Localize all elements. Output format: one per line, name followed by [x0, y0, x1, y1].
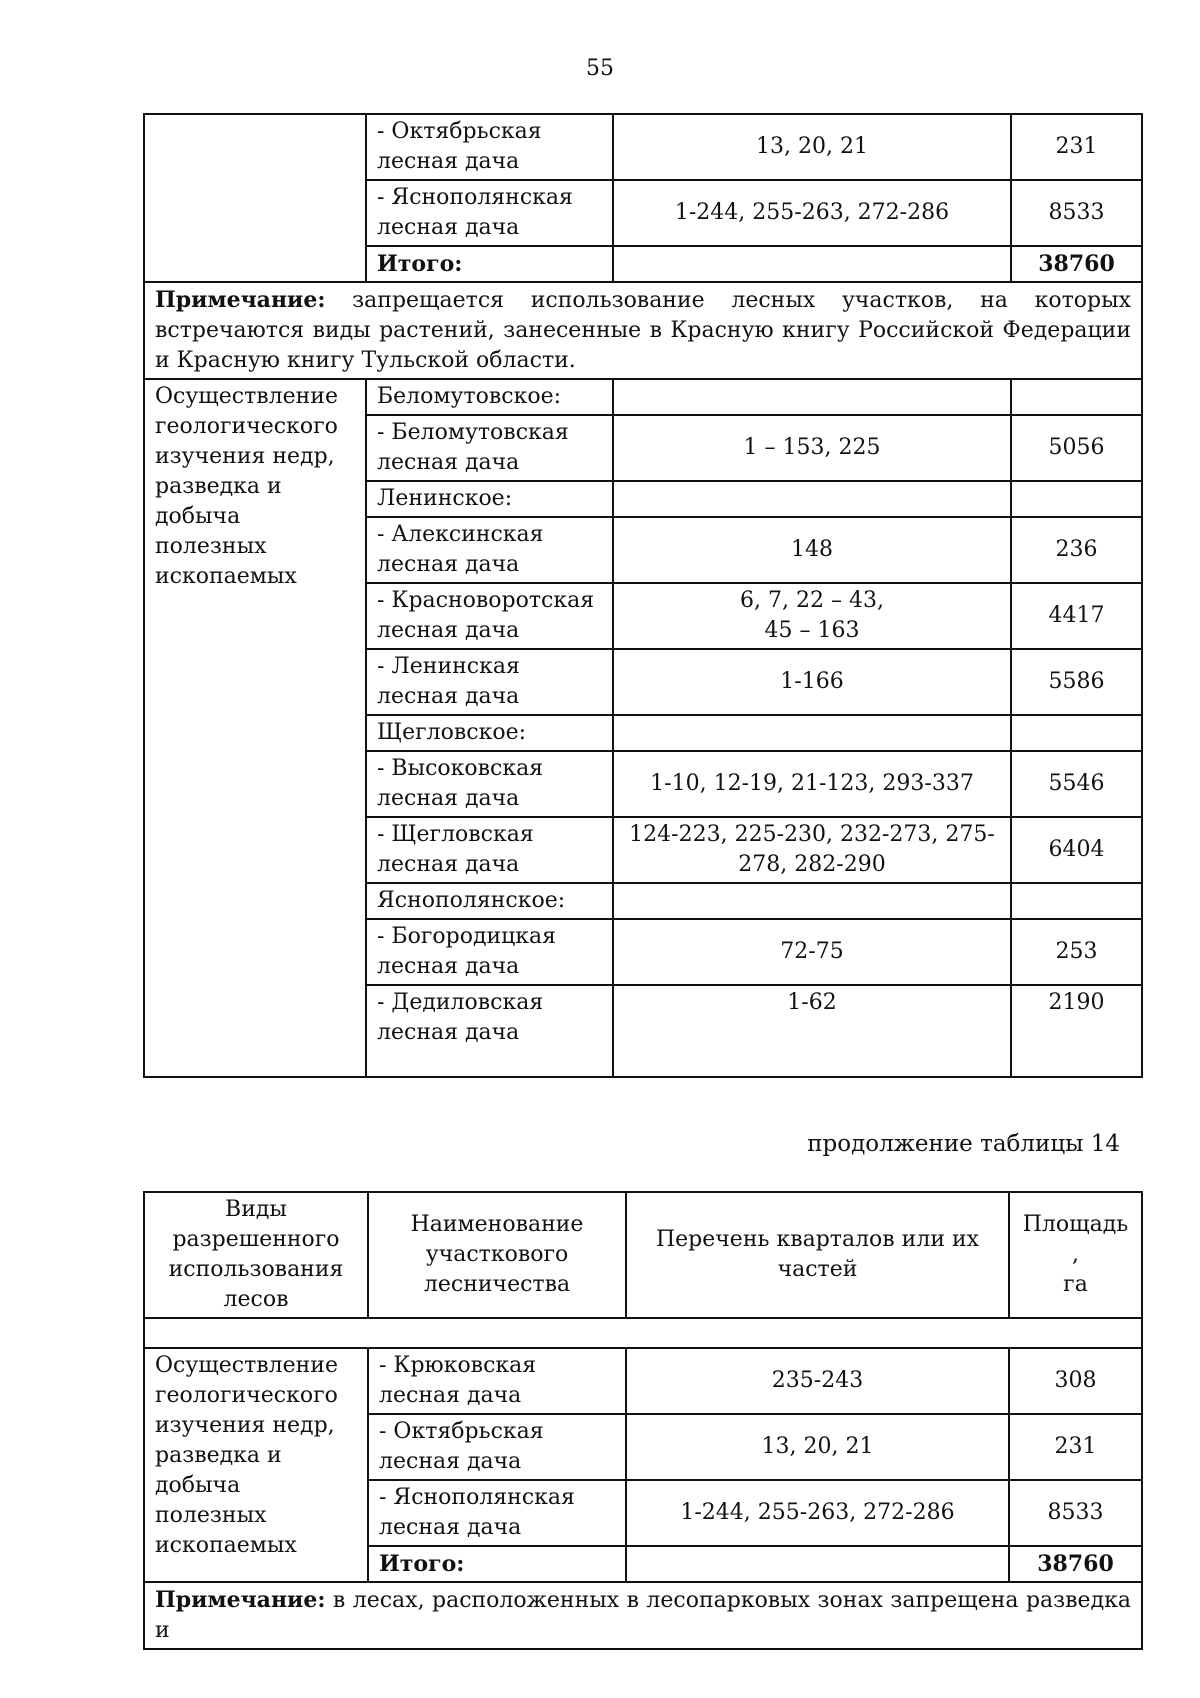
quarters-cell: 1-244, 255-263, 272-286: [626, 1480, 1009, 1546]
quarters-cell: 235-243: [626, 1348, 1009, 1414]
area-empty: [1011, 883, 1142, 919]
spacer-cell: [144, 1318, 1142, 1348]
forestry-name-cell: - Дедиловская лесная дача: [366, 985, 613, 1050]
forest-table-part-1: [143, 113, 1143, 1078]
area-cell: 5546: [1011, 751, 1142, 817]
area-cell: 4417: [1011, 583, 1142, 649]
area-cell: 8533: [1011, 180, 1142, 246]
table-row: [144, 1348, 1142, 1414]
use-cell-empty: [144, 114, 366, 282]
quarters-cell: 13, 20, 21: [613, 114, 1011, 180]
quarters-cell: 13, 20, 21: [626, 1414, 1009, 1480]
note-cell: [144, 1582, 1142, 1649]
forestry-header-cell: Ленинское:: [366, 481, 613, 517]
quarters-cell: 124-223, 225-230, 232-273, 275-278, 282-290: [613, 817, 1011, 883]
quarters-cell: 1-244, 255-263, 272-286: [613, 180, 1011, 246]
blank-cell: [366, 1050, 613, 1077]
area-cell: 2190: [1011, 985, 1142, 1050]
total-empty: [626, 1546, 1009, 1582]
table-row: [144, 114, 1142, 180]
area-cell: 231: [1011, 114, 1142, 180]
forestry-name-cell: - Красноворотская лесная дача: [366, 583, 613, 649]
note-row: [144, 1582, 1142, 1649]
forestry-header-cell: Яснополянское:: [366, 883, 613, 919]
use-type-cell: Осуществление геологического изучения недр, разведка и добыча полезных ископаемых: [144, 1348, 368, 1582]
quarters-cell: 72-75: [613, 919, 1011, 985]
forestry-header-cell: Беломутовское:: [366, 379, 613, 415]
forestry-name-cell: - Щегловская лесная дача: [366, 817, 613, 883]
forestry-name-cell: - Ленинская лесная дача: [366, 649, 613, 715]
total-empty: [613, 246, 1011, 282]
area-cell: 5586: [1011, 649, 1142, 715]
group-header-row: [144, 379, 1142, 415]
header-name: Наименование участкового лесничества: [368, 1192, 626, 1318]
forestry-header-cell: Щегловское:: [366, 715, 613, 751]
area-cell: 5056: [1011, 415, 1142, 481]
quarters-empty: [613, 883, 1011, 919]
quarters-cell: 1-62: [613, 985, 1011, 1050]
note-text: запрещается использование лесных участков, на которых встречаются виды растений, занесенные в Красную книгу Российской Федерации и Красную книгу Тульской области.: [155, 288, 1131, 373]
quarters-cell: 1-10, 12-19, 21-123, 293-337: [613, 751, 1011, 817]
forestry-name-cell: - Октябрьская лесная дача: [366, 114, 613, 180]
note-row: [144, 282, 1142, 379]
header-quarters: Перечень кварталов или их частей: [626, 1192, 1009, 1318]
header-row: [144, 1192, 1142, 1318]
forestry-name-cell: - Октябрьская лесная дача: [368, 1414, 626, 1480]
area-cell: 253: [1011, 919, 1142, 985]
header-use: Виды разрешенного использования лесов: [144, 1192, 368, 1318]
area-cell: 6404: [1011, 817, 1142, 883]
forestry-name-cell: - Яснополянская лесная дача: [368, 1480, 626, 1546]
page-number: 55: [586, 56, 614, 81]
area-empty: [1011, 481, 1142, 517]
blank-cell: [613, 1050, 1011, 1077]
area-empty: [1011, 379, 1142, 415]
continuation-label: продолжение таблицы 14: [807, 1131, 1120, 1157]
forestry-name-cell: - Алексинская лесная дача: [366, 517, 613, 583]
quarters-empty: [613, 481, 1011, 517]
quarters-empty: [613, 715, 1011, 751]
header-area: Площадь , га: [1009, 1192, 1142, 1318]
note-label: Примечание:: [155, 1587, 326, 1613]
area-empty: [1011, 715, 1142, 751]
quarters-cell: 1-166: [613, 649, 1011, 715]
quarters-cell: 6, 7, 22 – 43, 45 – 163: [613, 583, 1011, 649]
note-cell: [144, 282, 1142, 379]
forest-table-part-2: [143, 1191, 1143, 1650]
forestry-name-cell: - Высоковская лесная дача: [366, 751, 613, 817]
quarters-empty: [613, 379, 1011, 415]
note-text: в лесах, расположенных в лесопарковых зонах запрещена разведка и: [155, 1588, 1131, 1643]
blank-cell: [1011, 1050, 1142, 1077]
quarters-cell: 148: [613, 517, 1011, 583]
note-label: Примечание:: [155, 287, 326, 313]
area-cell: 308: [1009, 1348, 1142, 1414]
forestry-name-cell: - Беломутовская лесная дача: [366, 415, 613, 481]
total-value: 38760: [1011, 246, 1142, 282]
forestry-name-cell: - Крюковская лесная дача: [368, 1348, 626, 1414]
area-cell: 8533: [1009, 1480, 1142, 1546]
quarters-cell: 1 – 153, 225: [613, 415, 1011, 481]
forestry-name-cell: - Богородицкая лесная дача: [366, 919, 613, 985]
total-label: Итого:: [366, 246, 613, 282]
area-cell: 236: [1011, 517, 1142, 583]
use-type-cell: Осуществление геологического изучения недр, разведка и добыча полезных ископаемых: [144, 379, 366, 1077]
spacer-row: [144, 1318, 1142, 1348]
total-value: 38760: [1009, 1546, 1142, 1582]
total-label: Итого:: [368, 1546, 626, 1582]
area-cell: 231: [1009, 1414, 1142, 1480]
forestry-name-cell: - Яснополянская лесная дача: [366, 180, 613, 246]
